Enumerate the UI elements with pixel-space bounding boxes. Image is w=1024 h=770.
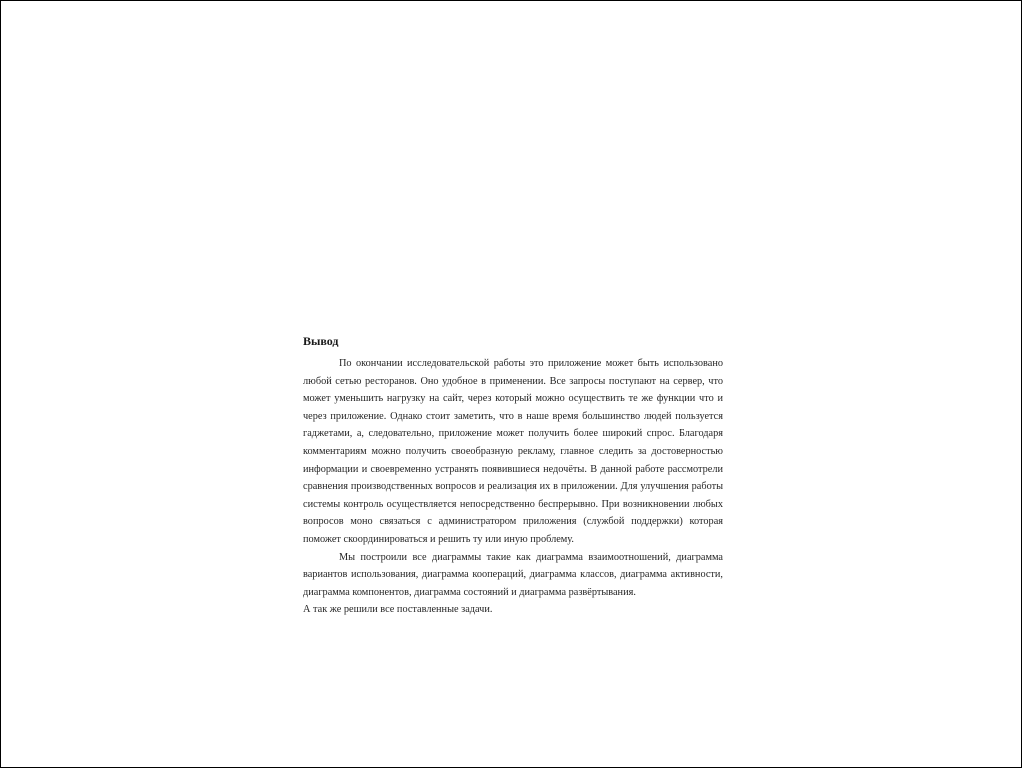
document-body <box>303 332 723 619</box>
closing-line: А так же решили все поставленные задачи. <box>303 604 493 616</box>
conclusion-paragraph: По окончании исследовательской работы это приложение может быть использовано любой сетью ресторанов. Оно удобное в применении. Все запросы поступают на сервер, что может уменьшить нагрузку на сайт, через который можно осуществить те же функции что и через приложение. Однако стоит заметить, что в наше время большинство людей пользуется гаджетами, а, следовательно, приложение может получить более широкий спрос. Благодаря комментариям можно получить своеобразную рекламу, главное следить за достоверностью информации и своевременно устранять появившиеся недочёты. В данной работе рассмотрели сравнения производственных вопросов и реализация их в приложении. Для улучшения работы системы контроль осуществляется непосредственно беспрерывно. При возникновении любых вопросов моно связаться с администратором приложения (службой поддержки) которая поможет скоординироваться и решить ту или иную проблему. <box>303 358 723 545</box>
section-heading: Вывод <box>303 334 339 348</box>
diagrams-paragraph: Мы построили все диаграммы такие как диаграмма взаимоотношений, диаграмма вариантов использования, диаграмма коопераций, диаграмма классов, диаграмма активности, диаграмма компонентов, диаграмма состояний и диаграмма развёртывания. <box>303 551 723 598</box>
